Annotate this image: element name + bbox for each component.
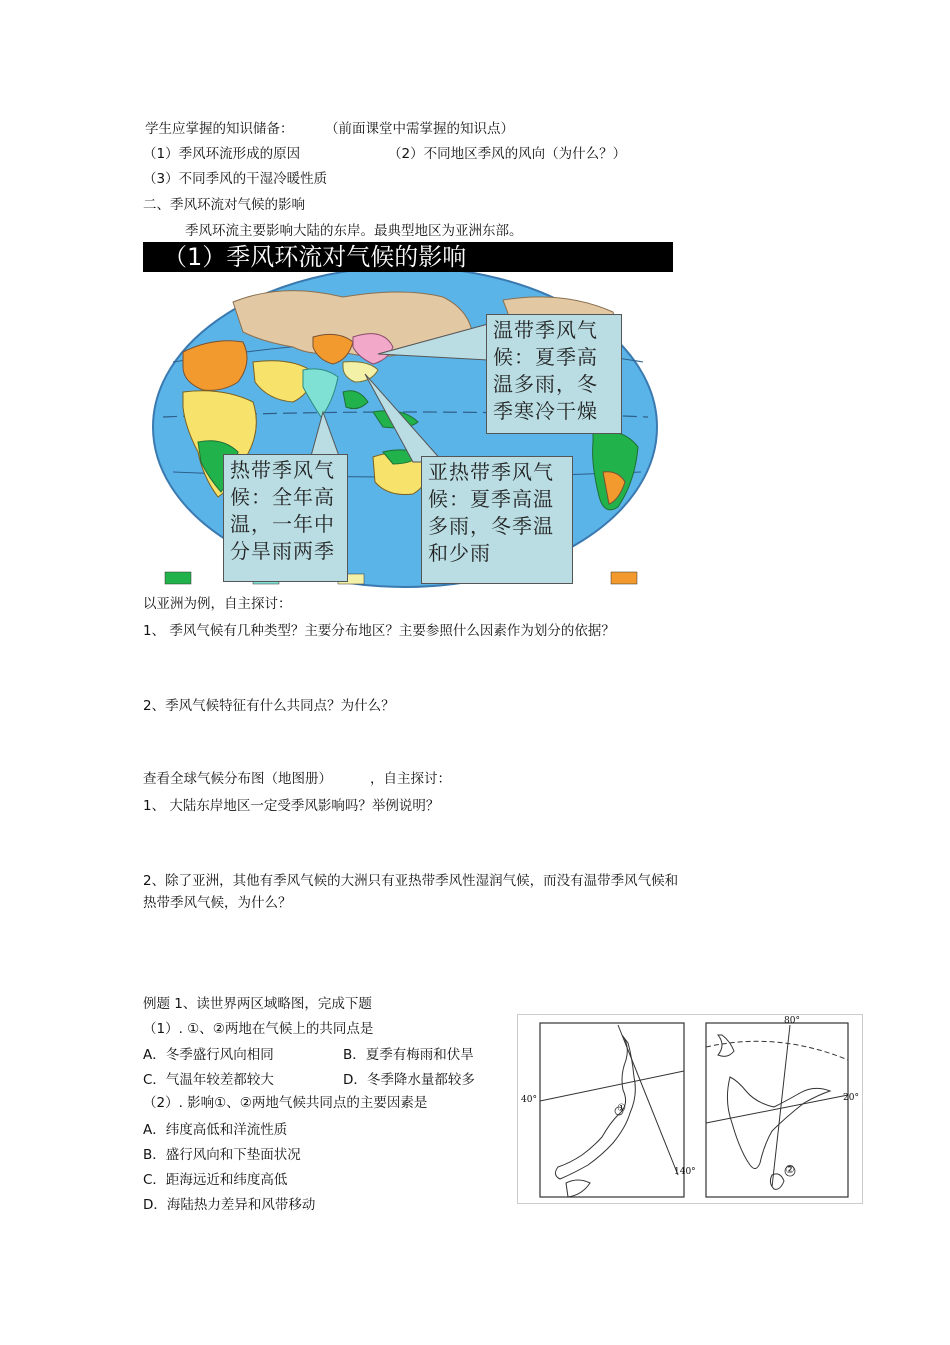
location-2-marker: ②: [785, 1163, 795, 1176]
example-q1-option-a: A．冬季盛行风向相同: [143, 1047, 274, 1063]
map-title: （1）季风环流对气候的影响: [143, 242, 673, 272]
asia-discussion-intro: 以亚洲为例，自主探讨：: [143, 596, 292, 612]
example-q1: （1）. ①、②两地在气候上的共同点是: [143, 1021, 374, 1037]
global-question-2-line1: 2、除了亚洲，其他有季风气候的大洲只有亚热带季风性湿润气候，而没有温带季风气候和: [143, 873, 679, 889]
climate-map: [143, 242, 673, 588]
global-discussion-intro: 查看全球气候分布图（地图册）: [143, 771, 332, 787]
knowledge-item-3: （3）不同季风的干湿冷暖性质: [143, 171, 328, 187]
example-q2: （2）. 影响①、②两地气候共同点的主要因素是: [143, 1095, 428, 1111]
knowledge-heading: 学生应掌握的知识储备：: [145, 121, 294, 137]
location-1-marker: ①: [617, 1103, 626, 1114]
knowledge-heading-note: （前面课堂中需掌握的知识点）: [325, 121, 514, 137]
example-q2-option-b: B．盛行风向和下垫面状况: [143, 1147, 301, 1163]
example-q2-option-c: C．距海远近和纬度高低: [143, 1172, 288, 1188]
global-discussion-intro-tail: ，自主探讨：: [370, 771, 451, 787]
asia-question-2: 2、季风气候特征有什么共同点？为什么？: [143, 698, 395, 714]
knowledge-item-2: （2）不同地区季风的风向（为什么？）: [388, 146, 627, 162]
section-title: 二、季风环流对气候的影响: [143, 197, 305, 213]
latitude-20-label: 20°: [843, 1093, 859, 1103]
example-q1-option-d: D．冬季降水量都较多: [343, 1072, 475, 1088]
longitude-80-label: 80°: [784, 1016, 800, 1026]
example-q2-option-a: A．纬度高低和洋流性质: [143, 1122, 288, 1138]
example-q2-option-d: D．海陆热力差异和风带移动: [143, 1197, 316, 1213]
example-q1-option-c: C．气温年较差都较大: [143, 1072, 274, 1088]
global-question-2-line2: 热带季风气候，为什么？: [143, 895, 292, 911]
longitude-140-label: 140°: [674, 1167, 696, 1177]
asia-question-1: 1、 季风气候有几种类型？主要分布地区？主要参照什么因素作为划分的依据？: [143, 623, 615, 639]
knowledge-item-1: （1）季风环流形成的原因: [143, 146, 301, 162]
global-question-1: 1、 大陆东岸地区一定受季风影响吗？举例说明？: [143, 798, 440, 814]
section-text: 季风环流主要影响大陆的东岸。最典型地区为亚洲东部。: [185, 223, 523, 239]
callout-tropical-monsoon: 热带季风气候：全年高温，一年中分旱雨两季: [223, 454, 348, 582]
callout-subtropical-monsoon: 亚热带季风气候：夏季高温多雨，冬季温和少雨: [421, 456, 573, 584]
regional-sketch-figure: [517, 1014, 863, 1204]
example-title: 例题 1、读世界两区域略图，完成下题: [143, 996, 372, 1012]
latitude-40-label: 40°: [521, 1095, 537, 1105]
callout-temperate-monsoon: 温带季风气候：夏季高温多雨，冬季寒冷干燥: [486, 314, 622, 434]
example-q1-option-b: B．夏季有梅雨和伏旱: [343, 1047, 474, 1063]
